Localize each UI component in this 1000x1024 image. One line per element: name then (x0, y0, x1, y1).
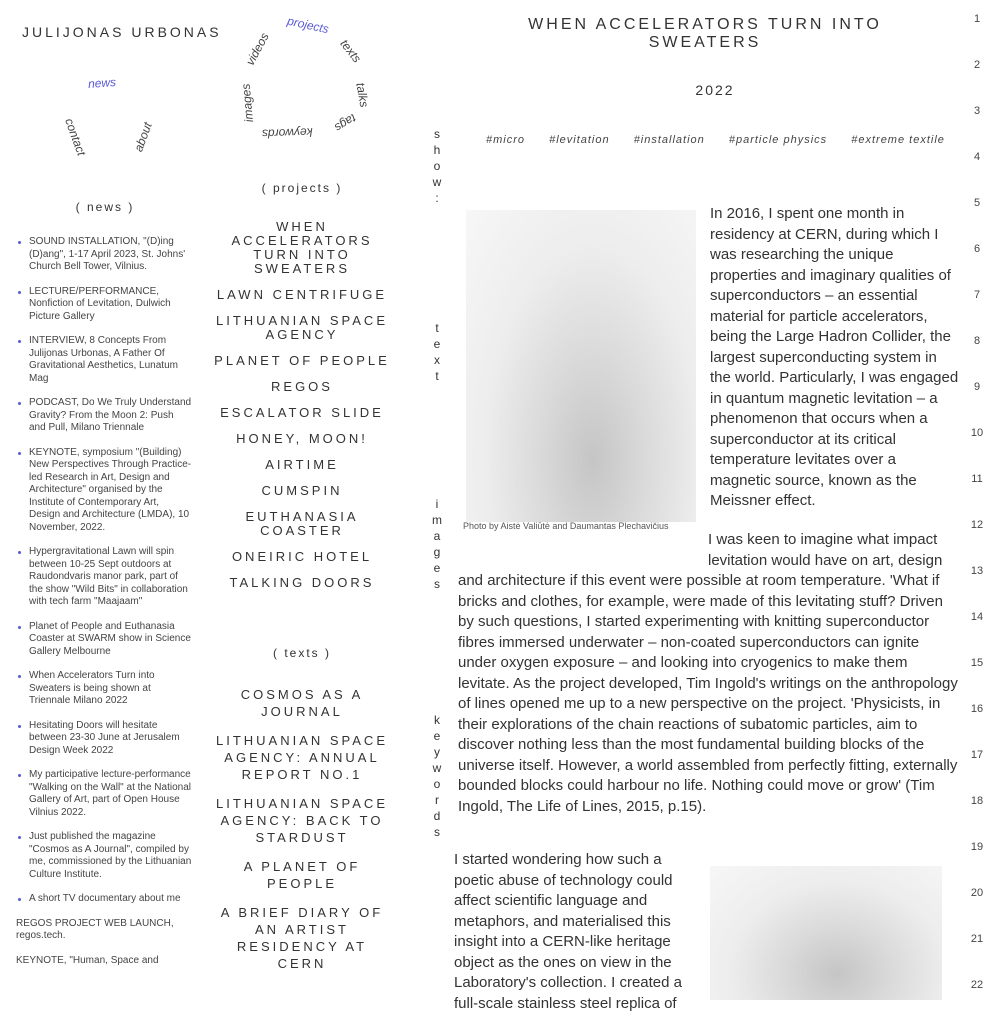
project-link[interactable]: LITHUANIAN SPACE AGENCY (215, 313, 388, 342)
article-photo[interactable] (710, 866, 942, 1000)
line-number: 6 (973, 243, 981, 255)
texts-list (212, 686, 392, 984)
text-link[interactable]: LITHUANIAN SPACE AGENCY: ANNUAL REPORT NO.1 (215, 733, 388, 782)
tag-link[interactable]: #levitation (549, 134, 610, 146)
line-number: 13 (970, 565, 984, 577)
text-link[interactable]: COSMOS AS A JOURNAL (240, 687, 364, 719)
news-item[interactable]: A short TV documentary about me (16, 893, 192, 906)
news-item[interactable]: LECTURE/PERFORMANCE, Nonfiction of Levitation, Dulwich Picture Gallery (16, 286, 192, 324)
line-number: 17 (970, 749, 984, 761)
article-photo[interactable] (466, 210, 696, 522)
bullet-dot (18, 402, 21, 405)
line-number: 2 (973, 59, 981, 71)
article-title: WHEN ACCELERATORS TURN INTO SWEATERS (528, 16, 882, 51)
text-link[interactable]: A BRIEF DIARY OF AN ARTIST RESIDENCY AT CERN (220, 905, 384, 971)
line-number: 20 (970, 887, 984, 899)
bullet-dot (18, 452, 21, 455)
projects-list (212, 220, 392, 602)
show-images-toggle[interactable]: i m a g e s (432, 497, 442, 591)
tag-link[interactable]: #particle physics (728, 134, 828, 146)
project-link[interactable]: WHEN ACCELERATORS TURN INTO SWEATERS (231, 219, 373, 276)
tag-link[interactable]: #installation (633, 134, 705, 146)
project-link[interactable]: LAWN CENTRIFUGE (216, 287, 388, 302)
news-item[interactable]: PODCAST, Do We Truly Understand Gravity? From the Moon 2: Push and Pull, Milano Triennale (16, 397, 192, 435)
line-number: 15 (970, 657, 984, 669)
tag-link[interactable]: #micro (486, 134, 526, 146)
tag-list (486, 134, 965, 146)
bullet-dot (18, 626, 21, 629)
bullet-dot (18, 340, 21, 343)
project-link[interactable]: REGOS (271, 379, 333, 394)
tag-link[interactable]: #extreme textile (851, 134, 945, 146)
bullet-dot (18, 725, 21, 728)
line-number: 7 (973, 289, 981, 301)
line-number: 22 (970, 979, 984, 991)
news-item[interactable]: When Accelerators Turn into Sweaters is being shown at Triennale Milano 2022 (16, 670, 192, 708)
line-numbers (962, 12, 992, 1024)
projects-heading: ( projects ) (261, 181, 343, 195)
nav-projects[interactable]: projects (286, 13, 331, 37)
article-paragraph: I started wondering how such a poetic abuse of technology could affect scientific language and metaphors, and materialised this insight into a CERN-like heritage object as the ones on view in the Laboratory's collection. I created a full-scale stainless steel replica of (454, 851, 682, 1012)
line-number: 14 (970, 611, 984, 623)
line-number: 19 (970, 841, 984, 853)
line-number: 12 (970, 519, 984, 531)
site-name[interactable]: JULIJONAS URBONAS (22, 24, 222, 40)
project-link[interactable]: ONEIRIC HOTEL (231, 549, 373, 564)
news-item[interactable]: My participative lecture-performance "Walking on the Wall" at the National Gallery of Art, part of Open House Vilnius 2022. (16, 769, 192, 819)
texts-heading: ( texts ) (272, 646, 331, 660)
news-item[interactable]: KEYNOTE, "Human, Space and (16, 954, 159, 966)
nav-contact[interactable]: contact (62, 116, 89, 158)
project-link[interactable]: TALKING DOORS (229, 575, 375, 590)
nav-images[interactable]: images (238, 83, 257, 123)
article-paragraph: and architecture if this event were possible at room temperature. 'What if bricks and clothes, for example, were made of this levitating stuff? Driven by such questions, I started experimenting with knitting superconductor fibres immersed underwater – non-coated superconductors can ignite under oxygen exposure – and looking into cryogenics to make them levitate. As the project developed, Tim Ingold's writings on the anthropology of lines opened me up to a new perspective on the project. 'Physicists, in their explorations of the chain reactions of subatomic particles, aim to discover nothing less than the most fundamental building blocks of the universe itself. However, a world assembled from perfectly fitting, externally bounded blocks could harbour no life. Nothing could move or grow' (Tim Ingold, The Life of Lines, 2015, p.15). (458, 572, 958, 815)
line-number: 18 (970, 795, 984, 807)
line-number: 3 (973, 105, 981, 117)
line-number: 10 (970, 427, 984, 439)
show-label: s h o w : (432, 127, 442, 205)
nav-keywords[interactable]: keywords (261, 125, 313, 141)
news-item[interactable]: SOUND INSTALLATION, "(D)ing (D)ang", 1-17 April 2023, St. Johns' Church Bell Tower, Vilnius. (16, 236, 192, 274)
project-link[interactable]: HONEY, MOON! (236, 431, 368, 446)
line-number: 4 (973, 151, 981, 163)
nav-talks[interactable]: talks (353, 81, 372, 109)
nav-videos[interactable]: videos (243, 30, 272, 68)
project-link[interactable]: EUTHANASIA COASTER (245, 509, 359, 538)
nav-texts[interactable]: texts (337, 36, 364, 66)
text-link[interactable]: A PLANET OF PEOPLE (243, 859, 361, 891)
project-link[interactable]: CUMSPIN (261, 483, 343, 498)
news-item[interactable]: Just published the magazine "Cosmos as A Journal", compiled by me, commissioned by the Lithuanian Culture Institute. (16, 831, 192, 881)
line-number: 8 (973, 335, 981, 347)
line-number: 5 (973, 197, 981, 209)
nav-about[interactable]: about (131, 120, 155, 154)
news-item[interactable]: Hesitating Doors will hesitate between 23-30 June at Jerusalem Design Week 2022 (16, 720, 192, 758)
news-item[interactable]: KEYNOTE, symposium "(Building) New Perspectives Through Practice-led Research in Art, Design and Architecture" organised by the Institute of Contemporary Art, Design and Architecture (LMDA), 10 November, 2022. (16, 447, 192, 535)
news-item[interactable]: INTERVIEW, 8 Concepts From Julijonas Urbonas, A Father Of Gravitational Aesthetics, Lunatum Mag (16, 335, 192, 385)
bullet-dot (18, 291, 21, 294)
news-list (16, 236, 192, 979)
news-heading: ( news ) (75, 200, 135, 214)
news-item[interactable]: REGOS PROJECT WEB LAUNCH, regos.tech. (16, 917, 174, 941)
bullet-dot (18, 774, 21, 777)
news-item[interactable]: Hypergravitational Lawn will spin between 10-25 Sept outdoors at Raudondvaris manor park, part of the show "Wild Bits" in collaboration with tech farm "Maajaam" (16, 546, 192, 609)
article-paragraph: I was keen to imagine what impact levitation would have on art, design (708, 531, 943, 569)
line-number: 11 (971, 473, 983, 485)
line-number: 9 (973, 381, 981, 393)
line-number: 21 (970, 933, 984, 945)
text-link[interactable]: LITHUANIAN SPACE AGENCY: BACK TO STARDUST (215, 796, 388, 845)
project-link[interactable]: PLANET OF PEOPLE (214, 353, 390, 368)
line-number: 16 (970, 703, 984, 715)
nav-news[interactable]: news (87, 75, 117, 91)
show-keywords-toggle[interactable]: k e y w o r d s (432, 713, 442, 839)
photo-caption: Photo by Aistė Valiūtė and Daumantas Plechavičius (463, 521, 669, 531)
bullet-dot (18, 675, 21, 678)
project-link[interactable]: AIRTIME (265, 457, 339, 472)
article-paragraph: In 2016, I spent one month in residency at CERN, during which I was researching the unique properties and imaginary qualities of superconductors – an essential material for particle accelerators, being the Large Hadron Collider, the largest superconducting system in the world. Particularly, I was engaged in quantum magnetic levitation – a phenomenon that occurs when a superconductor at its critical temperature levitates over a magnetic source, known as the Meissner effect. (710, 205, 959, 509)
project-link[interactable]: ESCALATOR SLIDE (220, 405, 384, 420)
news-item[interactable]: Planet of People and Euthanasia Coaster at SWARM show in Science Gallery Melbourne (16, 621, 192, 659)
show-text-toggle[interactable]: t e x t (433, 321, 441, 383)
article-year: 2022 (695, 82, 735, 98)
bullet-dot (18, 551, 21, 554)
line-number: 1 (973, 13, 981, 25)
bullet-dot (18, 898, 21, 901)
bullet-dot (18, 241, 21, 244)
bullet-dot (18, 836, 21, 839)
nav-tags[interactable]: tags (332, 111, 359, 135)
